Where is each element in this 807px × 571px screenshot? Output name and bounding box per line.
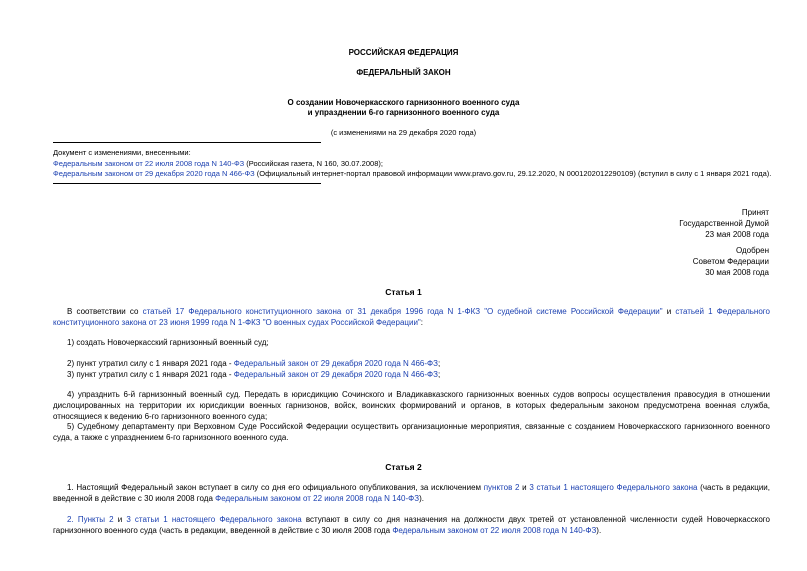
federation-title: РОССИЙСКАЯ ФЕДЕРАЦИЯ xyxy=(348,48,459,57)
revision-note: (с изменениями на 29 декабря 2020 года) xyxy=(330,128,477,137)
text-fragment: В соответствии со xyxy=(67,307,143,316)
article1-item3 xyxy=(53,369,770,380)
article1-item4: 4) упразднить 6-й гарнизонный военный суд. Передать в юрисдикцию Сочинского и Владикавказского гарнизонных военных судов вопросы осуществления правосудия в отношении дислоцированных на территории их юрисдикции военных гарнизонов, войск, воинских формирований и органов, в которых федеральным законом предусмотрена военная служба, относящиеся к ведению 6-го гарнизонного военного суда; xyxy=(53,390,770,421)
approved-date: 30 мая 2008 года xyxy=(705,268,769,277)
article2-part1 xyxy=(53,482,770,504)
link-140fz[interactable]: Федеральным законом от 22 июля 2008 года N 140-ФЗ xyxy=(215,494,420,503)
link-article1-item3[interactable]: 3 статьи 1 настоящего Федерального закона xyxy=(126,515,302,524)
article1-preamble xyxy=(53,306,770,328)
text-fragment: вступают в силу со дня назначения на должности двух третей от установленной численности судей Новочеркасского гарнизонного военного суда (часть в редакции, введенной в действие с 30 июля 2008 года xyxy=(53,515,770,535)
amendment-source: (Российская газета, N 160, 30.07.2008); xyxy=(244,159,383,168)
link-article1-item3[interactable]: 3 статьи 1 настоящего Федерального закона xyxy=(529,483,698,492)
text-fragment: 1. Настоящий Федеральный закон вступает в силу со дня его официального опубликования, за исключением xyxy=(67,483,484,492)
amendments-intro: Документ с изменениями, внесенными: xyxy=(53,148,191,157)
link-items2[interactable]: 2. Пункты 2 xyxy=(67,515,114,524)
link-item2[interactable]: пунктов 2 xyxy=(483,483,520,492)
text-fragment: : xyxy=(420,318,423,327)
amendments-divider-top xyxy=(53,142,321,143)
text-fragment: 3) пункт утратил силу с 1 января 2021 года - xyxy=(67,370,234,379)
text-fragment: ). xyxy=(419,494,424,503)
text-fragment: и xyxy=(519,483,530,492)
text-fragment: (часть в редакции, введенной в действие с 30 июля 2008 года xyxy=(53,483,770,503)
approved-body: Советом Федерации xyxy=(692,257,769,266)
law-title-line2: и упразднении 6-го гарнизонного военного суда xyxy=(307,108,500,117)
approved-label: Одобрен xyxy=(735,246,769,255)
adopted-label: Принят xyxy=(741,208,769,217)
adopted-body: Государственной Думой xyxy=(679,219,769,228)
amendment-link-466fz[interactable]: Федеральным законом от 29 декабря 2020 года N 466-ФЗ xyxy=(53,169,255,178)
text-fragment: ; xyxy=(437,370,441,379)
link-fkz-1996[interactable]: статьей 17 Федерального конституционного закона от 31 декабря 1996 года N 1-ФКЗ "О судебной системе Российской Федерации" xyxy=(142,307,663,316)
article1-item2 xyxy=(53,358,770,369)
link-466fz[interactable]: Федеральный закон от 29 декабря 2020 года N 466-ФЗ xyxy=(233,370,438,379)
text-fragment: 2) пункт утратил силу с 1 января 2021 года - xyxy=(67,359,234,368)
article1-heading: Статья 1 xyxy=(385,287,422,297)
link-466fz[interactable]: Федеральный закон от 29 декабря 2020 года N 466-ФЗ xyxy=(233,359,438,368)
amendments-divider-bottom xyxy=(53,183,321,184)
article1-item1: 1) создать Новочеркасский гарнизонный военный суд; xyxy=(67,338,269,347)
text-fragment: и xyxy=(113,515,127,524)
law-title-line1: О создании Новочеркасского гарнизонного военного суда xyxy=(287,98,520,107)
adopted-date: 23 мая 2008 года xyxy=(705,230,769,239)
amendment-link-140fz[interactable]: Федеральным законом от 22 июля 2008 года N 140-ФЗ xyxy=(53,159,245,168)
article2-part2 xyxy=(53,514,770,536)
article2-heading: Статья 2 xyxy=(385,462,422,472)
link-140fz[interactable]: Федеральным законом от 22 июля 2008 года N 140-ФЗ xyxy=(392,526,597,535)
text-fragment: и xyxy=(662,307,676,316)
adopted-block xyxy=(569,207,769,240)
link-fkz-1999[interactable]: статьей 1 Федерального конституционного закона от 23 июня 1999 года N 1-ФКЗ "О военных судах Российской Федерации" xyxy=(53,307,770,327)
article1-item5: 5) Судебному департаменту при Верховном Суде Российской Федерации осуществить организационные мероприятия, связанные с созданием Новочеркасского гарнизонного военного суда, а также с упразднением 6-го гарнизонного военного суда. xyxy=(53,422,770,442)
amendment-item xyxy=(53,168,771,179)
law-type: ФЕДЕРАЛЬНЫЙ ЗАКОН xyxy=(356,68,451,77)
text-fragment: ). xyxy=(596,526,602,535)
amendment-source: (Официальный интернет-портал правовой информации www.pravo.gov.ru, 29.12.2020, N 0001202012290109) (вступил в силу с 1 января 2021 года). xyxy=(254,169,772,178)
approved-block xyxy=(569,245,769,278)
text-fragment: ; xyxy=(437,359,441,368)
